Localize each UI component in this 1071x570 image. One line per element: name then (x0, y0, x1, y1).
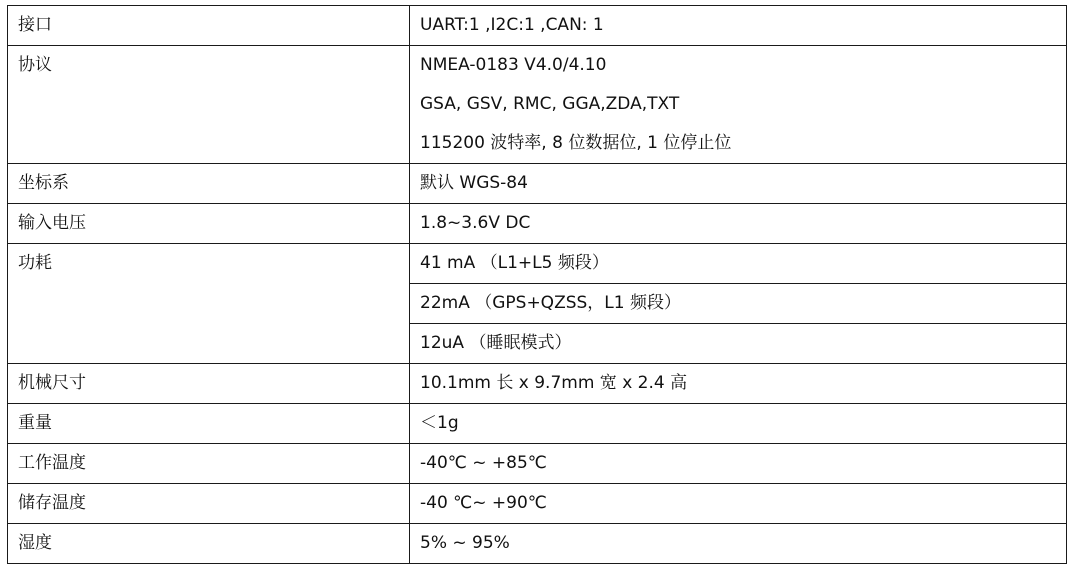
table-row (8, 444, 1067, 484)
row-label-coordinate-system: 坐标系 (8, 164, 410, 204)
row-label-dimensions: 机械尺寸 (8, 364, 410, 404)
row-value-humidity: 5% ~ 95% (410, 524, 1067, 564)
row-value-interface: UART:1 ,I2C:1 ,CAN: 1 (410, 6, 1067, 46)
row-label-interface: 接口 (8, 6, 410, 46)
row-label-power-consumption: 功耗 (8, 244, 410, 364)
table-row (8, 6, 1067, 46)
table-row (8, 364, 1067, 404)
row-value-power-consumption: 22mA （GPS+QZSS，L1 频段） (410, 284, 1067, 324)
row-value-dimensions: 10.1mm 长 x 9.7mm 宽 x 2.4 高 (410, 364, 1067, 404)
table-row (8, 204, 1067, 244)
table-row (8, 404, 1067, 444)
table-row (8, 524, 1067, 564)
table-row (8, 164, 1067, 204)
row-label-input-voltage: 输入电压 (8, 204, 410, 244)
row-value-input-voltage: 1.8~3.6V DC (410, 204, 1067, 244)
row-value-operating-temperature: -40℃ ~ +85℃ (410, 444, 1067, 484)
protocol-line: GSA, GSV, RMC, GGA,ZDA,TXT (420, 94, 680, 114)
protocol-line: 115200 波特率, 8 位数据位, 1 位停止位 (420, 133, 732, 153)
row-label-humidity: 湿度 (8, 524, 410, 564)
table-row (8, 244, 1067, 284)
row-value-storage-temperature: -40 ℃~ +90℃ (410, 484, 1067, 524)
row-value-protocol (410, 46, 1067, 164)
row-value-coordinate-system: 默认 WGS-84 (410, 164, 1067, 204)
row-label-storage-temperature: 储存温度 (8, 484, 410, 524)
row-value-weight: ＜1g (410, 404, 1067, 444)
protocol-line: NMEA-0183 V4.0/4.10 (420, 55, 607, 75)
row-label-protocol: 协议 (8, 46, 410, 164)
table-row (8, 484, 1067, 524)
table-row (8, 46, 1067, 164)
row-value-power-consumption: 12uA （睡眠模式） (410, 324, 1067, 364)
row-label-operating-temperature: 工作温度 (8, 444, 410, 484)
row-label-weight: 重量 (8, 404, 410, 444)
row-value-power-consumption: 41 mA （L1+L5 频段） (410, 244, 1067, 284)
spec-table (7, 5, 1067, 564)
